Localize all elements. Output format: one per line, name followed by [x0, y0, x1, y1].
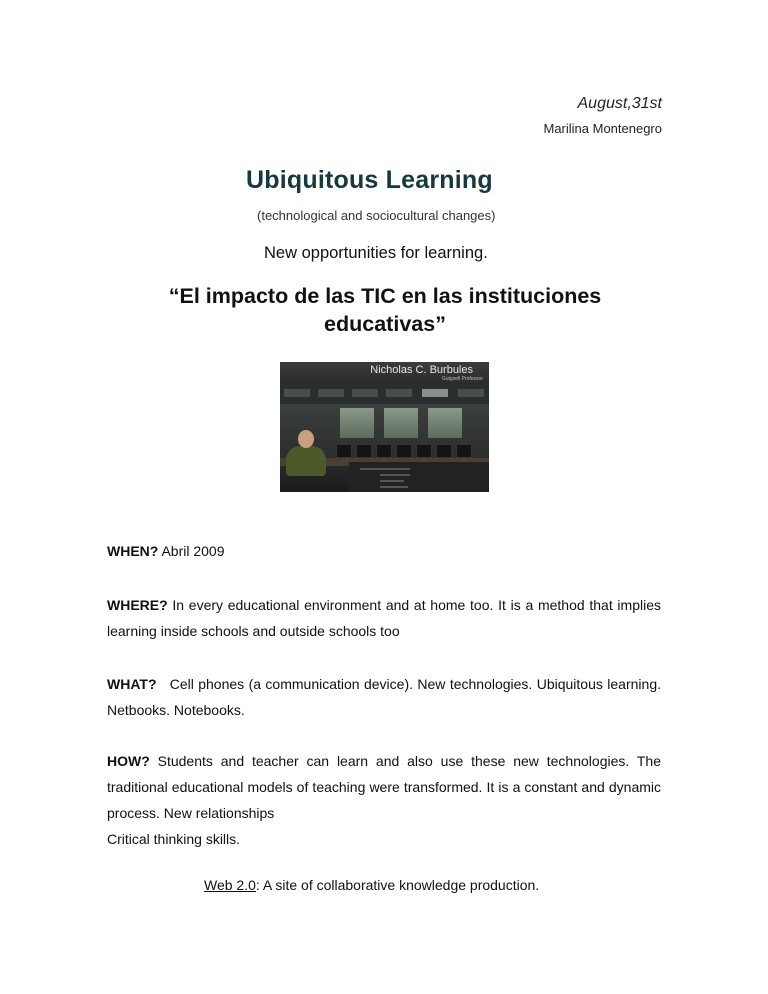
photo-info-panel [349, 462, 489, 492]
section-what [107, 671, 669, 723]
photo-name-text: Nicholas C. Burbules [370, 364, 473, 376]
photo-panel-line [360, 468, 410, 470]
section-when-label: WHEN? [107, 543, 159, 559]
web-2-link[interactable]: Web 2.0 [204, 877, 256, 893]
photo-person-body [286, 446, 326, 476]
web-line [204, 877, 539, 893]
photo-person-head [298, 430, 314, 448]
photo-monitor [356, 444, 372, 458]
photo-nav-item [284, 389, 310, 397]
photo-monitor [396, 444, 412, 458]
photo-monitor [376, 444, 392, 458]
document-subtitle: (technological and sociocultural changes) [257, 208, 496, 223]
document-title: Ubiquitous Learning [246, 166, 493, 194]
section-how-extra: Critical thinking skills. [107, 831, 241, 847]
section-how-text: Students and teacher can learn and also use these new technologies. The traditional educational models of teaching were transformed. It is a constant and dynamic process. New relationships [107, 753, 661, 821]
section-when-text: Abril 2009 [158, 543, 225, 559]
photo-nav-item [352, 389, 378, 397]
photo-nav-item [386, 389, 412, 397]
photo-role-text: Gutgsell Professor [441, 376, 483, 382]
photo-window [340, 408, 374, 438]
document-author: Marilina Montenegro [543, 121, 662, 136]
photo-panel-line [380, 480, 404, 482]
photo-monitor [436, 444, 452, 458]
section-how [107, 748, 661, 826]
burbules-photo [280, 362, 489, 492]
web-line-text: : A site of collaborative knowledge production. [255, 877, 540, 893]
document-date: August,31st [577, 95, 662, 112]
document-tagline: New opportunities for learning. [264, 244, 488, 262]
photo-nav-item [318, 389, 344, 397]
section-when [107, 538, 661, 564]
photo-panel-line [380, 486, 408, 488]
photo-panel-line [380, 474, 410, 476]
quote-heading: “El impacto de las TIC en las instituciones educativas” [168, 284, 602, 336]
photo-window [384, 408, 418, 438]
section-how-label: HOW? [107, 753, 150, 769]
section-what-text: Cell phones (a communication device). New technologies. Ubiquitous learning. Netbooks. Notebooks. [107, 676, 669, 718]
photo-window [428, 408, 462, 438]
photo-monitor [456, 444, 472, 458]
photo-monitor [416, 444, 432, 458]
section-where-text: In every educational environment and at home too. It is a method that implies learning inside schools and outside schools too [107, 597, 661, 639]
section-where [107, 592, 661, 644]
section-what-label: WHAT? [107, 676, 157, 692]
photo-nav-item [458, 389, 484, 397]
section-where-label: WHERE? [107, 597, 168, 613]
photo-nav-item [422, 389, 448, 397]
photo-monitor [336, 444, 352, 458]
